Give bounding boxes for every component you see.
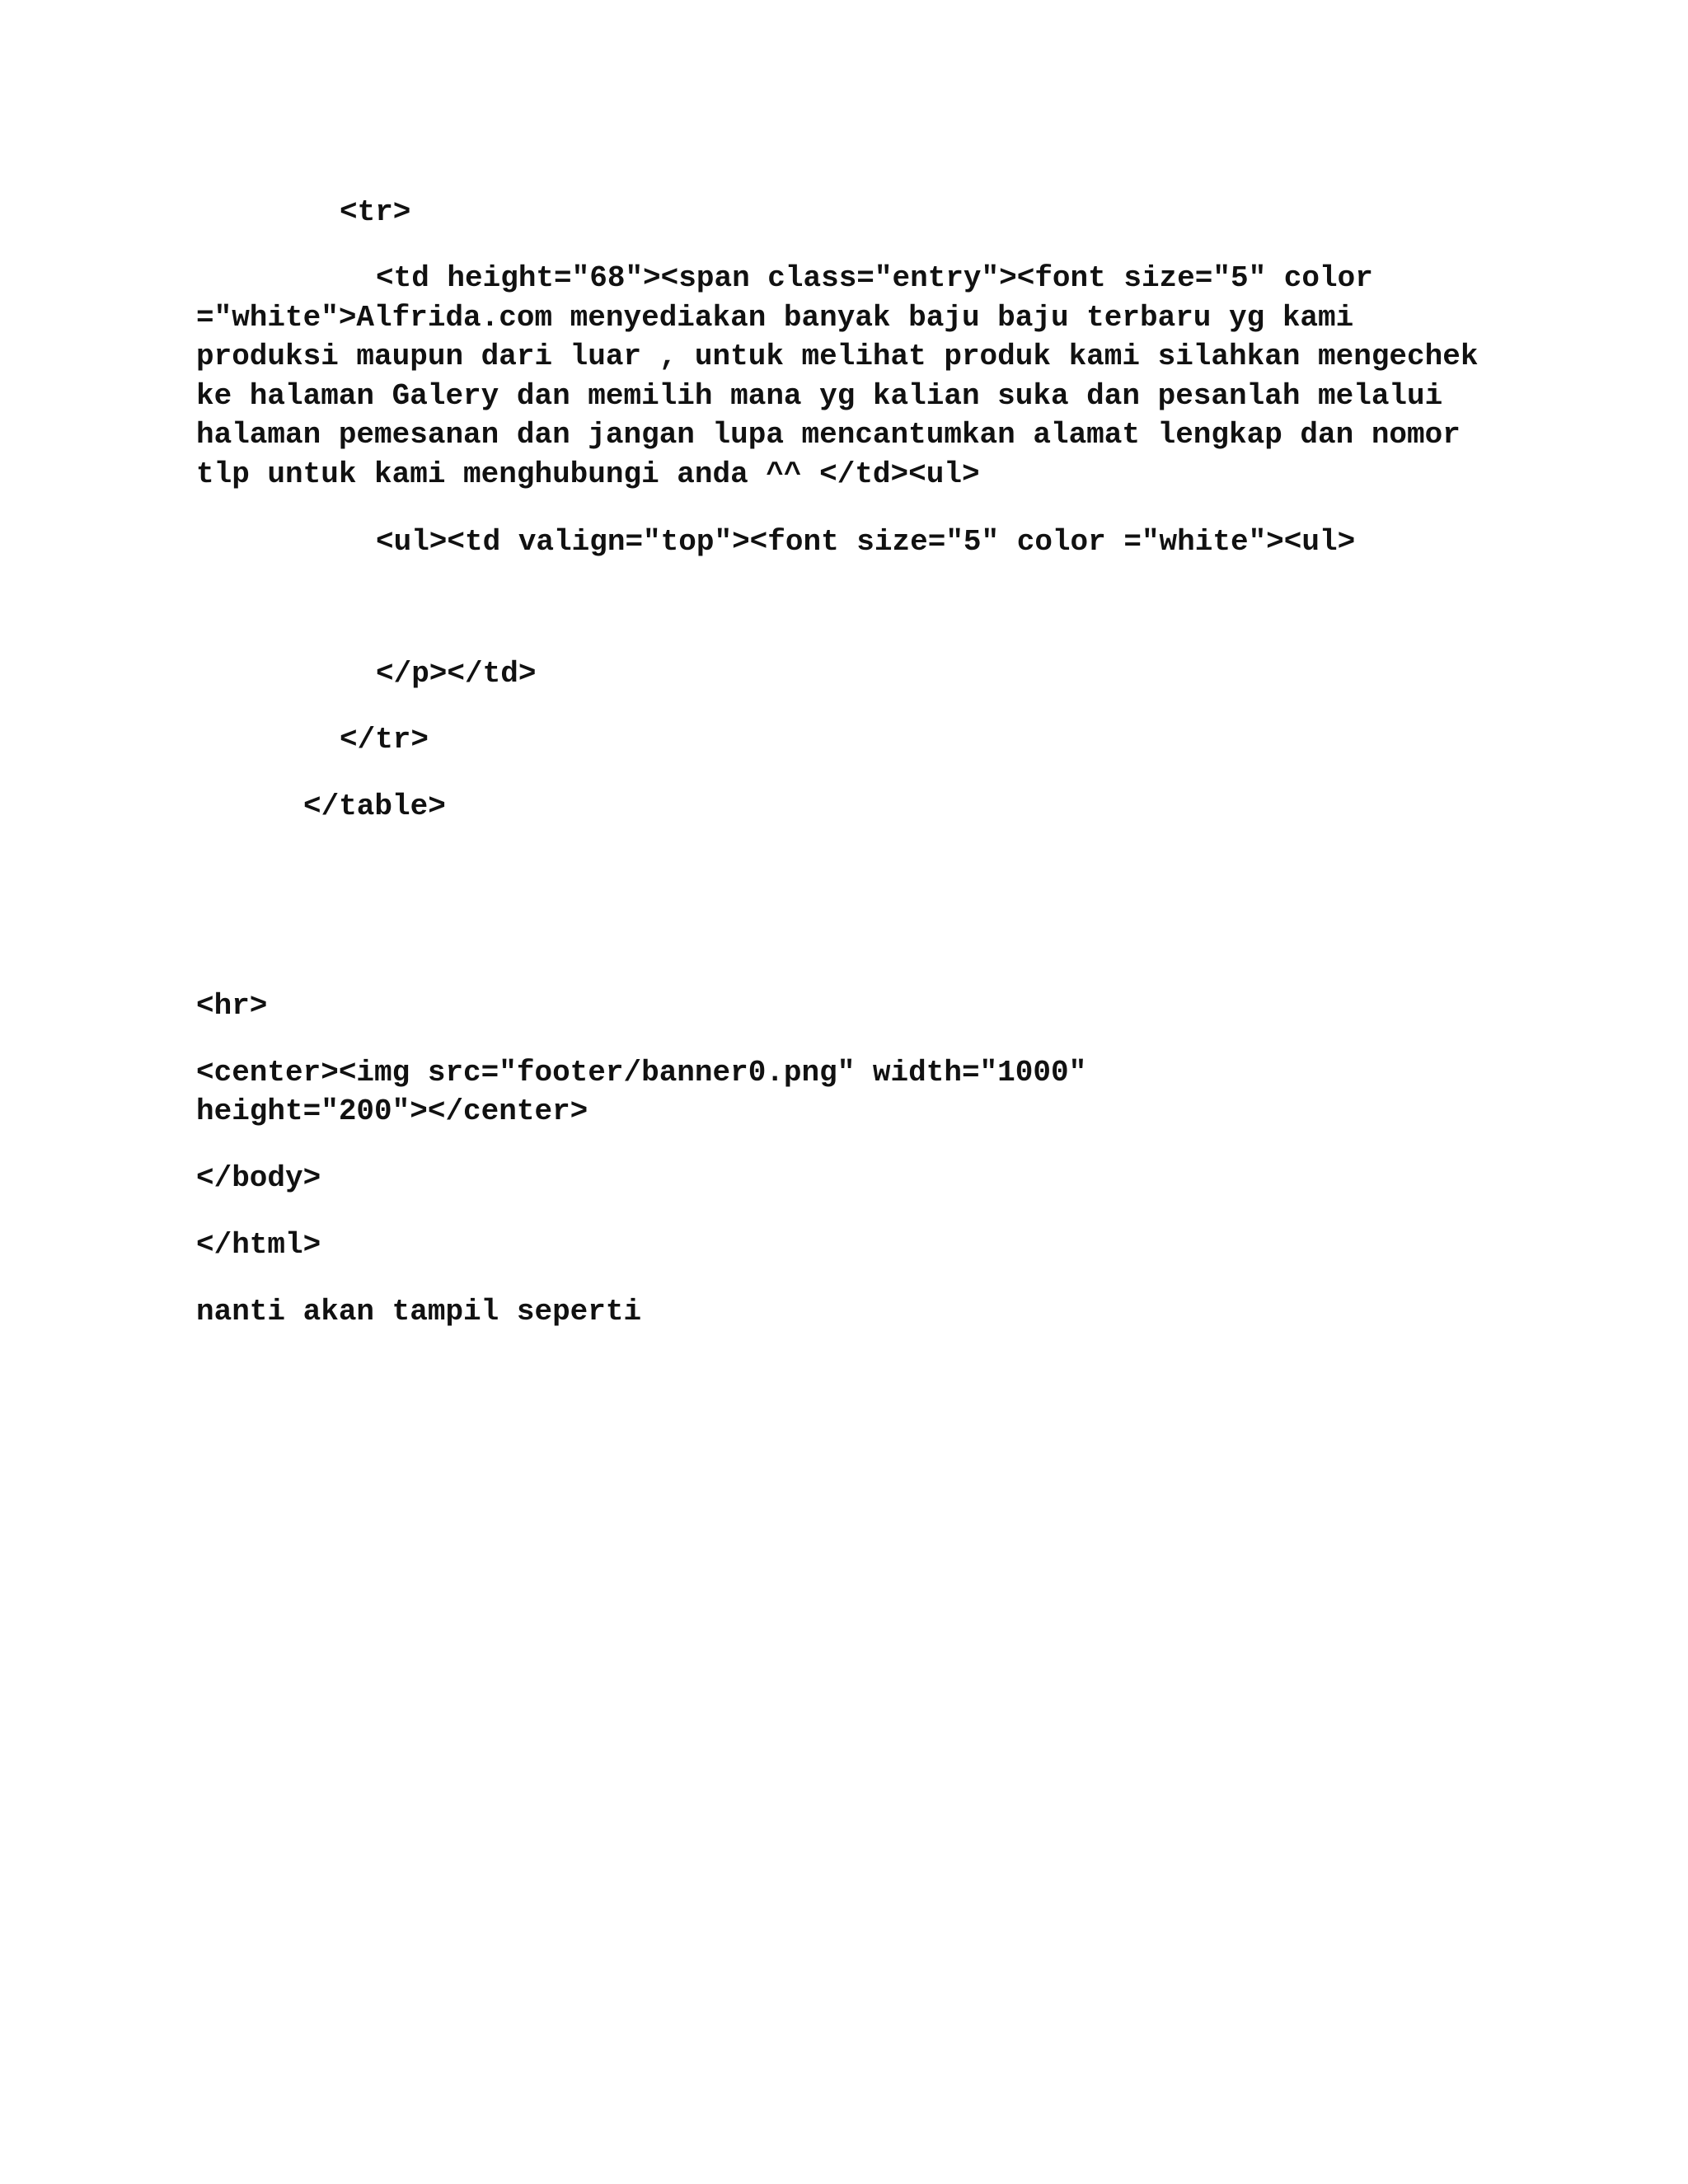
code-line-table-close: </table> [303,790,446,823]
code-line-hr: <hr> [196,989,268,1023]
code-line-ul-td: <ul><td valign="top"><font size="5" color ="white"><ul> [376,525,1356,559]
code-line-tr-close: </tr> [340,723,429,757]
code-line-tr-open: <tr> [340,195,411,229]
caption-text: nanti akan tampil seperti [196,1295,642,1329]
code-line-center-img: <center><img src="footer/banner0.png" width="1000" height="200"></center> [196,1056,1104,1128]
code-line-p-td-close: </p></td> [376,657,537,691]
code-line-html-close: </html> [196,1228,321,1262]
code-line-body-close: </body> [196,1161,321,1195]
code-paragraph-td-content: <td height="68"><span class="entry"><font size="5" color ="white">Alfrida.com menyediakan banyak baju baju terbaru yg kami produksi maupun dari luar , untuk melihat produk kami silahkan mengechek ke halaman Galery dan memilih mana yg kalian suka dan pesanlah melalui halaman pemesanan dan jangan lupa mencantumkan alamat lengkap dan nomor tlp untuk kami menghubungi anda ^^ </td><ul> [196,261,1479,491]
